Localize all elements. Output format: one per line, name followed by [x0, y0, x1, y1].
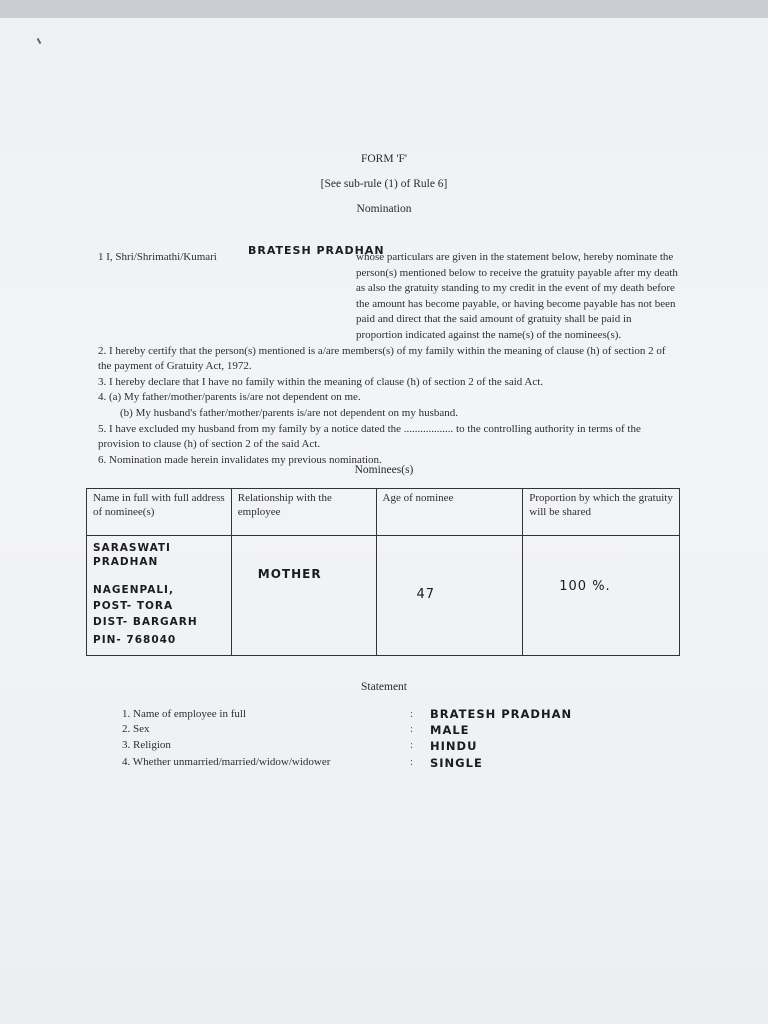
header-proportion: Proportion by which the gratuity will be shared [523, 489, 680, 536]
statement-label-sex: 2. Sex [122, 723, 150, 735]
header-name-address: Name in full with full address of nominee(s) [87, 489, 232, 536]
clause-6: 6. Nomination made herein invalidates my previous nomination. [98, 453, 382, 466]
clause-2: 2. I hereby certify that the person(s) mentioned is a/are members(s) of my family within the meaning of clause (h) of section 2 of the payment of Gratuity Act, 1972. [98, 344, 666, 373]
statement-label-religion: 3. Religion [122, 739, 171, 751]
document-page [0, 18, 768, 1024]
statement-colon: : [410, 756, 414, 768]
cell-proportion [523, 536, 680, 656]
nominees-title: Nominees(s) [354, 464, 414, 476]
clause-5: 5. I have excluded my husband from my family by a notice dated the .................. to the controlling authority in terms of the provision to clause (h) of section 2 of the said Act. [98, 422, 641, 451]
statement-label-name: 1. Name of employee in full [122, 708, 247, 720]
nominee-name-1: SARASWATI [93, 542, 171, 554]
clause-4b: (b) My husband's father/mother/parents is/are not dependent on my husband. [120, 406, 459, 419]
nominee-address-3: DIST- BARGARH [93, 616, 198, 628]
declaration-paragraphs [98, 250, 678, 468]
nominee-relationship: MOTHER [257, 567, 322, 581]
table-row [87, 536, 680, 656]
statement-title: Statement [361, 681, 407, 693]
clause-1-text: whose particulars are given in the statement below, hereby nominate the person(s) mentioned below to receive the gratuity payable after my death as also the gratuity standing to my credit in the event of my death before the amount has become payable, or having become payable has not been paid and direct that the said amount of gratuity shall be paid in proportion indicated against the name(s) of the nominees(s). [356, 251, 678, 341]
statement-value-marital-status: SINGLE [430, 756, 483, 770]
nominee-proportion: 100 %. [559, 579, 611, 594]
statement-value-name: BRATESH PRADHAN [430, 707, 573, 721]
statement-colon: : [410, 708, 414, 720]
pen-mark [37, 38, 42, 44]
statement-label-marital-status: 4. Whether unmarried/married/widow/widower [122, 756, 331, 768]
nominee-address-1: NAGENPALI, [93, 584, 174, 596]
statement-colon: : [410, 723, 414, 735]
header-age: Age of nominee [376, 489, 523, 536]
clause-1-lead: 1 I, Shri/Shrimathi/Kumari [98, 251, 217, 263]
nominees-table [86, 488, 680, 656]
statement-colon: : [410, 739, 414, 751]
nominee-age: 47 [416, 587, 436, 602]
header-relationship: Relationship with the employee [231, 489, 376, 536]
nominee-address-2: POST- TORA [93, 600, 174, 612]
cell-name-address [87, 536, 232, 656]
handwritten-employee-name: BRATESH PRADHAN [248, 244, 385, 257]
cell-relationship [231, 536, 376, 656]
statement-value-religion: HINDU [430, 739, 478, 753]
statement-value-sex: MALE [430, 723, 470, 737]
nominee-address-4: PIN- 768040 [93, 634, 177, 646]
nominee-name-2: PRADHAN [93, 556, 159, 568]
rule-reference: [See sub-rule (1) of Rule 6] [320, 178, 448, 190]
clause-4a: 4. (a) My father/mother/parents is/are not dependent on me. [98, 391, 361, 404]
table-header-row [87, 489, 680, 536]
form-title: FORM 'F' [360, 153, 407, 165]
nomination-subtitle: Nomination [356, 203, 412, 215]
cell-age [376, 536, 523, 656]
clause-3: 3. I hereby declare that I have no family within the meaning of clause (h) of section 2 of the said Act. [98, 375, 544, 388]
